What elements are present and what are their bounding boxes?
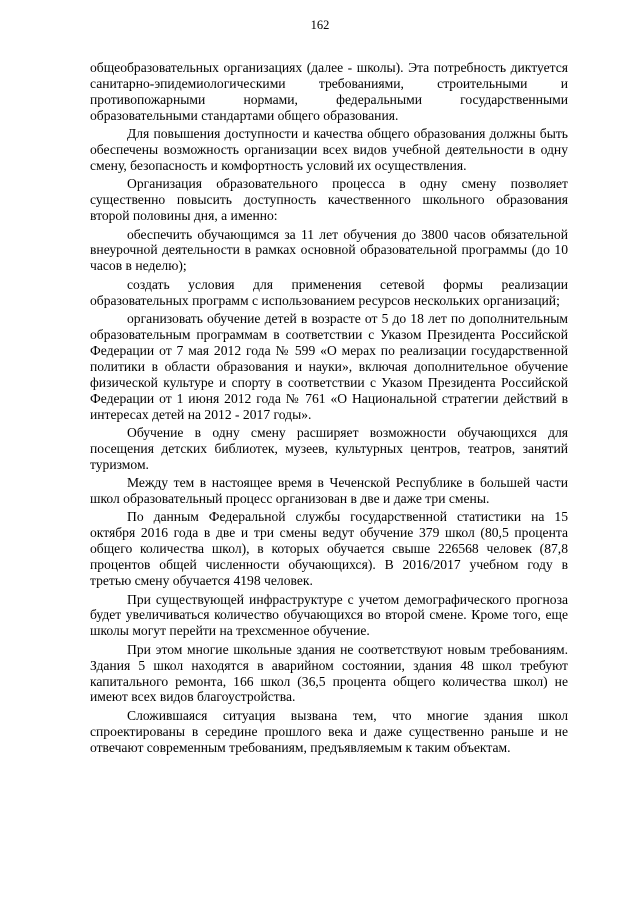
paragraph-9: Сложившаяся ситуация вызвана тем, что многие здания школ спроектированы в середине прошлого века и даже существенно раньше и не отвечают современным требованиям, предъявляемым к таким объектам. — [90, 707, 568, 755]
paragraph-3: Организация образовательного процесса в одну смену позволяет существенно повысить доступность качественного школьного образования второй половины дня, а именно: — [90, 176, 568, 224]
list-item-3: организовать обучение детей в возрасте от 5 до 18 лет по дополнительным образовательным программам в соответствии с Указом Президента Российской Федерации от 7 мая 2012 года № 599 «О мерах по реализации государственной политики в области образования и науки», включая дополнительное обучение физической культуре и спорту в соответствии с Указом Президента Российской Федерации от 1 июня 2012 года № 761 «О Национальной стратегии действий в интересах детей на 2012 - 2017 годы». — [90, 311, 568, 422]
paragraph-2: Для повышения доступности и качества общего образования должны быть обеспечены возможность организации всех видов учебной деятельности в одну смену, безопасность и комфортность условий их осуществления. — [90, 126, 568, 173]
list-item-1: обеспечить обучающимся за 11 лет обучения до 3800 часов обязательной внеурочной деятельности в рамках основной образовательной программы (до 10 часов в неделю); — [90, 226, 568, 274]
paragraph-4: Обучение в одну смену расширяет возможности обучающихся для посещения детских библиотек, музеев, культурных центров, театров, занятий туризмом. — [90, 424, 568, 472]
page-number: 162 — [310, 18, 330, 32]
paragraph-5: Между тем в настоящее время в Чеченской Республике в большей части школ образовательный процесс организован в две и даже три смены. — [90, 475, 568, 507]
paragraph-6: По данным Федеральной службы государственной статистики на 15 октября 2016 года в две и три смены ведут обучение 379 школ (80,5 процента общего количества школ), в которых обучается свыше 226568 человек (87,8 процентов общей численности обучающихся). В 2016/2017 учебном году в третью смену обучается 4198 человек. — [90, 509, 568, 589]
paragraph-8: При этом многие школьные здания не соответствуют новым требованиям. Здания 5 школ находятся в аварийном состоянии, здания 48 школ требуют капитального ремонта, 166 школ (36,5 процента общего количества школ) не имеют всех видов благоустройства. — [90, 641, 568, 705]
list-item-2: создать условия для применения сетевой формы реализации образовательных программ с использованием ресурсов нескольких организаций; — [90, 276, 568, 308]
document-body — [90, 60, 568, 758]
paragraph-7: При существующей инфраструктуре с учетом демографического прогноза будет увеличиваться количество обучающихся во второй смене. Кроме того, еще школы могут перейти на трехсменное обучение. — [90, 591, 568, 639]
paragraph-1: общеобразовательных организациях (далее - школы). Эта потребность диктуется санитарно-эпидемиологическими требованиями, строительными и противопожарными нормами, федеральными государственными образовательными стандартами общего образования. — [90, 60, 568, 123]
